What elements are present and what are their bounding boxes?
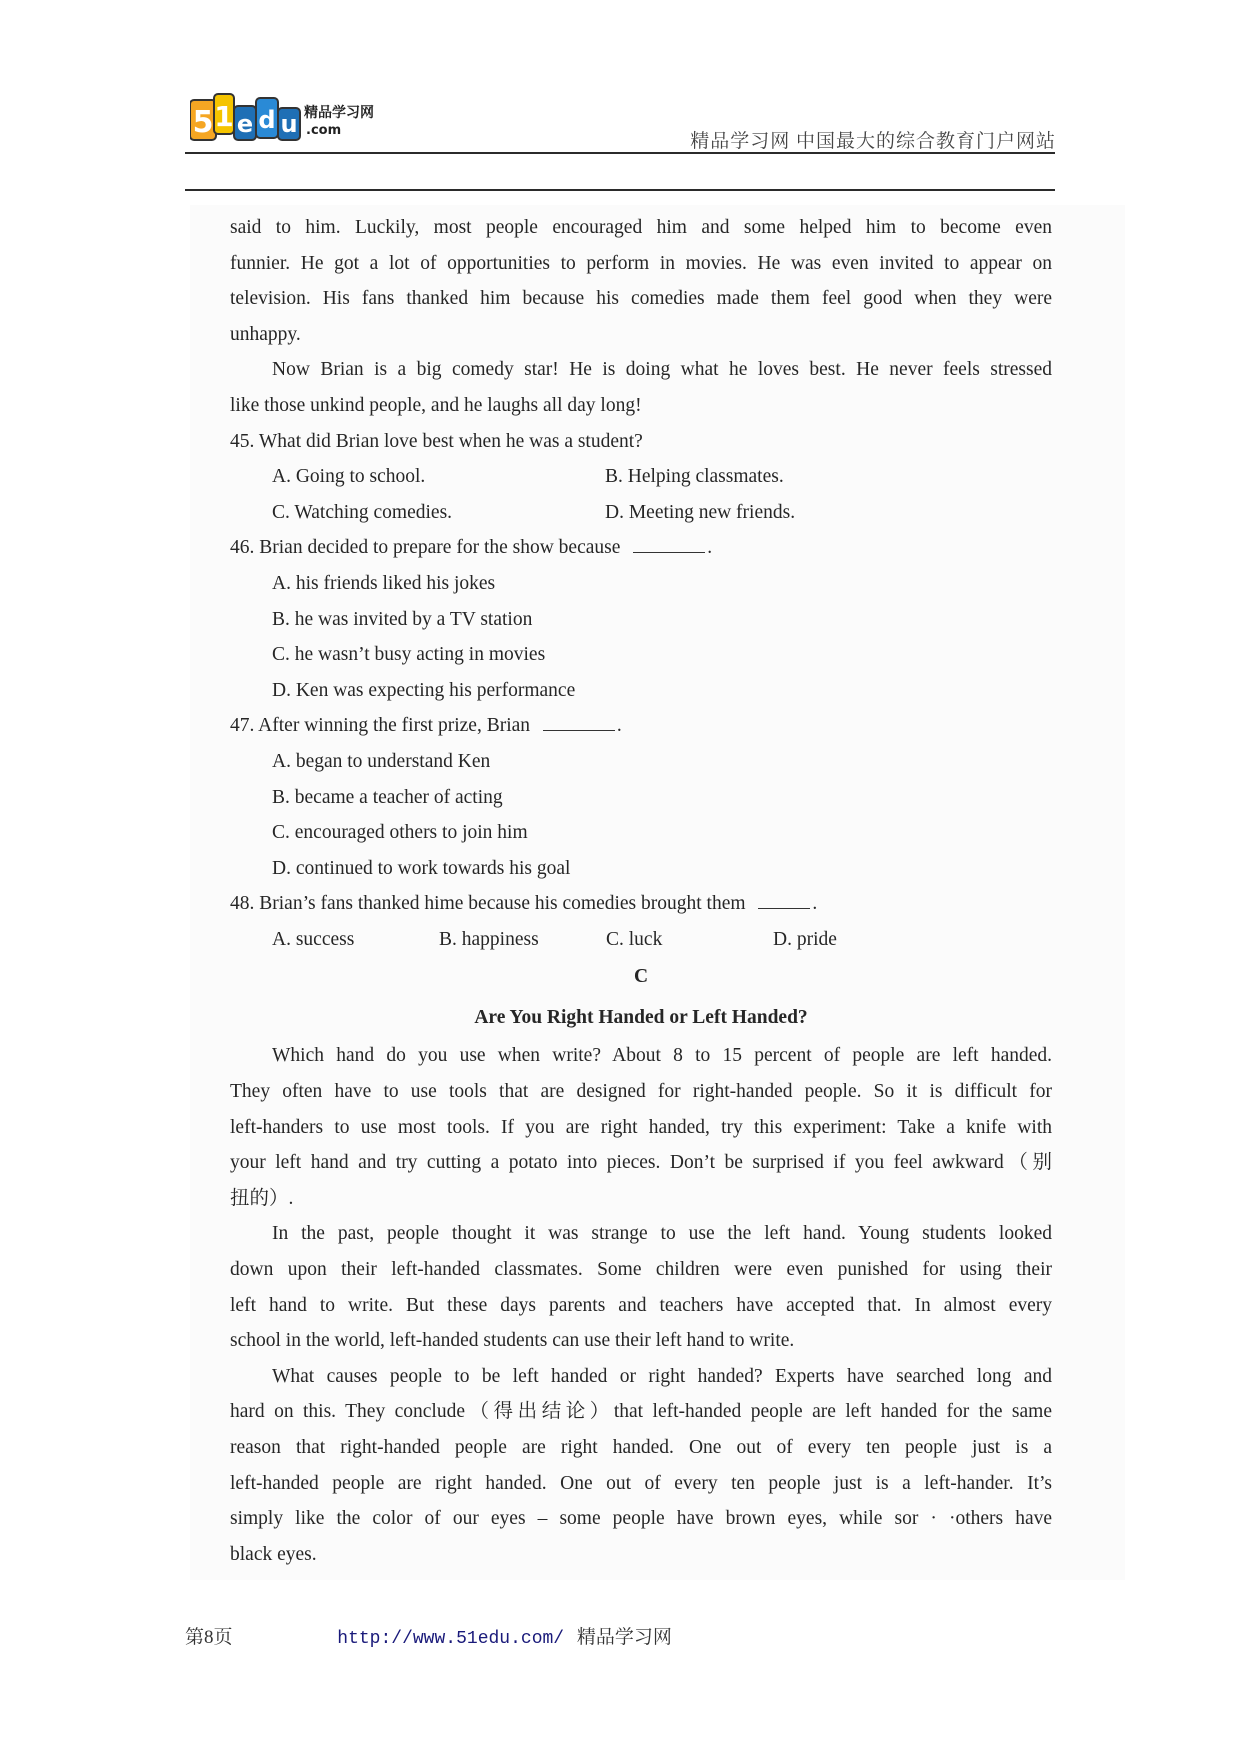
passage-line: your left hand and try cutting a potato into pieces. Don’t be surprised if you feel awkward（别 (230, 1152, 1052, 1174)
section-letter: C (633, 966, 649, 988)
passage-line: simply like the color of our eyes – some people have brown eyes, while sor · ·others have (230, 1508, 1052, 1530)
passage-line: They often have to use tools that are designed for right-handed people. So it is difficult for (230, 1081, 1052, 1103)
svg-text:e: e (236, 110, 254, 138)
header-rule-lower (185, 189, 1055, 191)
header-rule (185, 152, 1055, 154)
question-47-end: . (616, 715, 622, 737)
svg-text:d: d (258, 106, 276, 134)
footer-link[interactable]: http://www.51edu.com/ (337, 1629, 565, 1649)
passage-line: said to him. Luckily, most people encouraged him and some helped him to become even (230, 217, 1052, 238)
passage-line: like those unkind people, and he laughs all day long! (230, 394, 642, 416)
question-46-text: 46. Brian decided to prepare for the show because (230, 537, 621, 559)
question-48-options (230, 922, 1052, 958)
option-d: D. Ken was expecting his performance (272, 679, 576, 701)
passage-line: left-handers to use most tools. If you are right handed, try this experiment: Take a knife with (230, 1116, 1052, 1138)
document-body (230, 210, 1052, 1572)
option-b: B. happiness (439, 928, 539, 950)
passage-line: black eyes. (230, 1543, 317, 1565)
question-46-stem (230, 530, 1052, 566)
option-c: C. luck (606, 928, 663, 950)
passage-line: left-handed people are right handed. One out of every ten people just is a left-hander. It’s (230, 1472, 1052, 1494)
logo-com: .com (306, 123, 342, 138)
option-a: A. began to understand Ken (272, 750, 491, 772)
passage-line: Now Brian is a big comedy star! He is doing what he loves best. He never feels stressed (272, 359, 1052, 381)
question-47-stem (230, 708, 1052, 744)
page-header (0, 0, 1241, 200)
logo-sub: 精品学习网 (304, 105, 374, 121)
option-d: D. Meeting new friends. (605, 501, 796, 523)
site-logo[interactable] (190, 92, 410, 150)
passage-line: 扭的）. (230, 1187, 294, 1209)
footer-site-name: 精品学习网 (576, 1627, 672, 1648)
option-a: A. Going to school. (272, 466, 426, 488)
passage-line: television. His fans thanked him because his comedies made them feel good when they were (230, 288, 1052, 310)
option-a: A. his friends liked his jokes (272, 572, 496, 594)
svg-text:5: 5 (192, 105, 214, 140)
page-number: 第8页 (185, 1627, 233, 1648)
question-48-end: . (812, 893, 818, 915)
question-46-end: . (707, 537, 713, 559)
svg-text:u: u (280, 110, 298, 138)
passage-line: school in the world, left-handed students can use their left hand to write. (230, 1330, 795, 1352)
question-48-text: 48. Brian’s fans thanked hime because his comedies brought them (230, 893, 746, 915)
question-48-stem (230, 886, 1052, 922)
answer-blank (758, 890, 810, 909)
passage-line: down upon their left-handed classmates. Some children were even punished for using their (230, 1259, 1052, 1281)
passage-title: Are You Right Handed or Left Handed? (474, 1007, 808, 1029)
svg-text:1: 1 (214, 100, 234, 133)
option-d: D. pride (773, 928, 837, 950)
passage-line: unhappy. (230, 323, 301, 345)
question-45-stem: 45. What did Brian love best when he was a student? (230, 430, 643, 452)
passage-line: funnier. He got a lot of opportunities to perform in movies. He was even invited to appear on (230, 252, 1052, 274)
answer-blank (633, 534, 705, 553)
question-45-options-row2 (230, 495, 1052, 531)
option-c: C. encouraged others to join him (272, 822, 528, 844)
header-tagline: 精品学习网 中国最大的综合教育门户网站 (690, 131, 1056, 152)
option-b: B. Helping classmates. (605, 466, 784, 488)
answer-blank (543, 712, 615, 731)
passage-line: reason that right-handed people are right handed. One out of every ten people just is a (230, 1437, 1052, 1458)
option-b: B. became a teacher of acting (272, 786, 503, 808)
option-c: C. Watching comedies. (272, 501, 453, 523)
passage-line: In the past, people thought it was strange to use the left hand. Young students looked (272, 1223, 1052, 1245)
passage-line: left hand to write. But these days parents and teachers have accepted that. In almost every (230, 1294, 1052, 1316)
passage-line: hard on this. They conclude（得出结论）that left-handed people are left handed for the same (230, 1401, 1052, 1423)
option-d: D. continued to work towards his goal (272, 857, 571, 879)
page-footer (185, 1622, 672, 1649)
passage-line: Which hand do you use when write? About 8 to 15 percent of people are left handed. (272, 1045, 1052, 1067)
question-47-text: 47. After winning the first prize, Brian (230, 715, 531, 737)
question-45-options-row1 (230, 459, 1052, 495)
option-a: A. success (272, 928, 355, 950)
option-c: C. he wasn’t busy acting in movies (272, 644, 546, 666)
passage-line: What causes people to be left handed or right handed? Experts have searched long and (272, 1365, 1052, 1387)
option-b: B. he was invited by a TV station (272, 608, 533, 630)
